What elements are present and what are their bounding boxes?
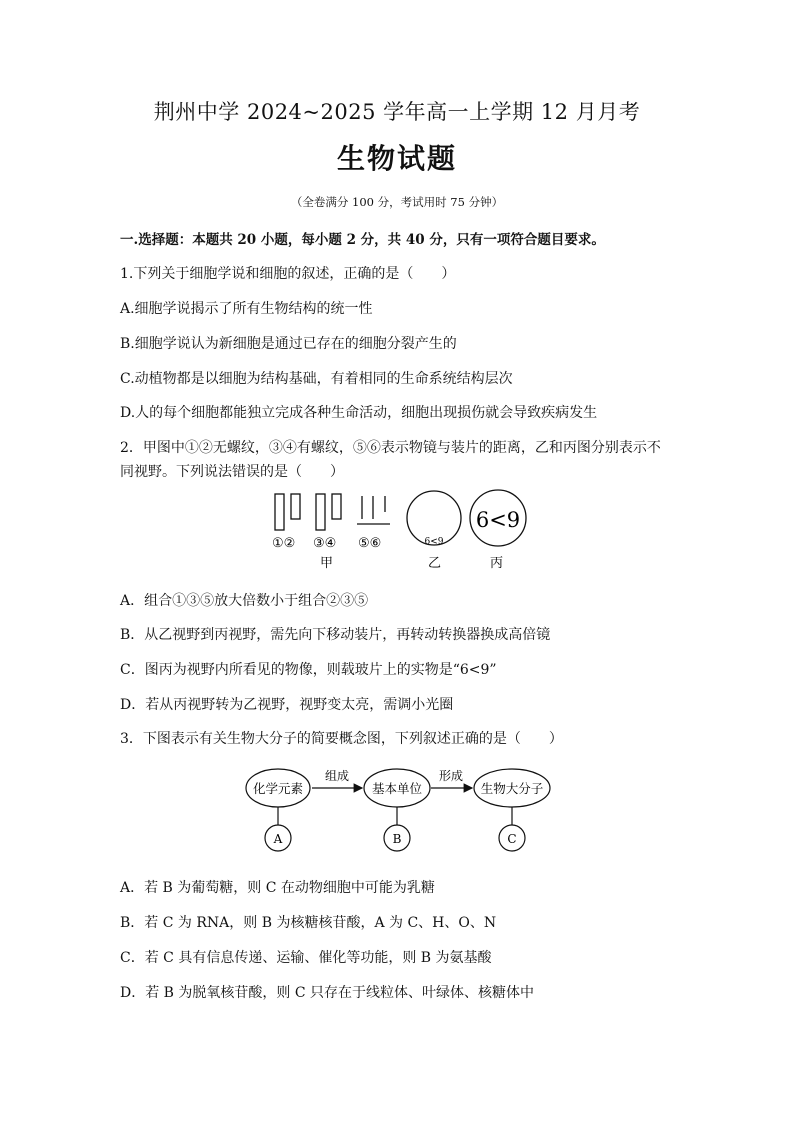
q3-option-c: C．若 C 具有信息传递、运输、催化等功能，则 B 为氨基酸 (120, 950, 492, 966)
q1-stem: 1.下列关于细胞学说和细胞的叙述，正确的是（ ） (120, 266, 456, 282)
exam-title: 荆州中学 2024~2025 学年高一上学期 12 月月考 (153, 100, 641, 124)
q3-option-b: B．若 C 为 RNA，则 B 为核糖核苷酸，A 为 C、H、O、N (120, 915, 497, 931)
label-56: ⑤⑥ (358, 536, 382, 551)
node-chemical-elements-label: 化学元素 (252, 781, 304, 796)
q3-stem: 3．下图表示有关生物大分子的简要概念图，下列叙述正确的是（ ） (120, 731, 563, 747)
q2-stem-line1: 2．甲图中①②无螺纹，③④有螺纹，⑤⑥表示物镜与装片的距离，乙和丙图分别表示不 (120, 440, 661, 456)
label-12: ①② (272, 536, 296, 551)
q3-concept-map (240, 758, 555, 858)
lens-3 (316, 494, 325, 530)
label-yi: 乙 (428, 556, 442, 571)
arrow-compose-label: 组成 (324, 769, 350, 783)
exam-subject: 生物试题 (336, 142, 457, 175)
q3-option-d: D．若 B 为脱氧核苷酸，则 C 只存在于线粒体、叶绿体、核糖体中 (120, 985, 535, 1001)
arrow-form-label: 形成 (438, 769, 464, 783)
field-bing-text: 6<9 (475, 508, 521, 532)
lens-4 (332, 494, 341, 519)
circle-b-label: B (392, 832, 402, 846)
node-macromolecule-label: 生物大分子 (480, 781, 544, 796)
q2-option-a: A．组合①③⑤放大倍数小于组合②③⑤ (120, 593, 369, 609)
circle-a-label: A (273, 832, 283, 846)
q2-option-c: C．图丙为视野内所看见的物像，则载玻片上的实物是“6<9” (120, 662, 497, 678)
lens-1 (275, 494, 284, 530)
exam-note: （全卷满分 100 分，考试用时 75 分钟） (290, 195, 504, 209)
q2-option-d: D．若从丙视野转为乙视野，视野变太亮，需调小光圈 (120, 697, 454, 713)
node-basic-unit-label: 基本单位 (371, 781, 423, 796)
q1-option-c: C.动植物都是以细胞为结构基础，有着相同的生命系统结构层次 (120, 371, 513, 387)
label-jia: 甲 (320, 556, 334, 571)
section-heading: 一.选择题：本题共 20 小题，每小题 2 分，共 40 分，只有一项符合题目要求。 (120, 232, 605, 248)
q3-option-a: A．若 B 为葡萄糖，则 C 在动物细胞中可能为乳糖 (120, 880, 435, 896)
q1-option-a: A.细胞学说揭示了所有生物结构的统一性 (120, 301, 373, 317)
label-34: ③④ (313, 536, 337, 551)
q2-stem-line2: 同视野。下列说法错误的是（ ） (120, 464, 344, 480)
q2-option-b: B．从乙视野到丙视野，需先向下移动装片，再转动转换器换成高倍镜 (120, 627, 551, 643)
q2-figure (260, 486, 540, 574)
q1-option-b: B.细胞学说认为新细胞是通过已存在的细胞分裂产生的 (120, 336, 457, 352)
label-bing: 丙 (490, 556, 504, 571)
lens-2 (291, 494, 300, 519)
field-yi-text: 6<9 (424, 537, 444, 547)
circle-c-label: C (507, 832, 517, 846)
q1-option-d: D.人的每个细胞都能独立完成各种生命活动，细胞出现损伤就会导致疾病发生 (120, 405, 598, 421)
